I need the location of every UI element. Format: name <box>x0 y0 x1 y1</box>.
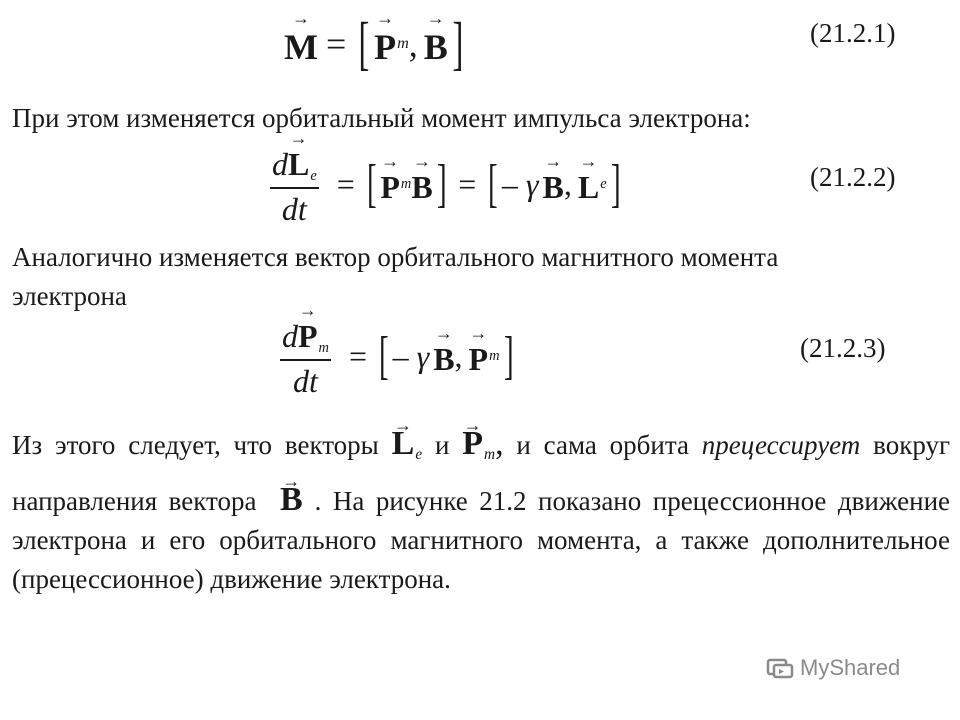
equals-sign: = <box>348 337 367 374</box>
vector-P: → P <box>374 20 396 68</box>
myshared-logo-icon <box>766 656 794 680</box>
italic-term: прецессирует <box>701 430 861 460</box>
left-bracket-2: [ <box>488 154 498 213</box>
watermark-text: MyShared <box>800 655 901 680</box>
vector-B: → B <box>424 20 448 68</box>
fraction-numerator: $d\to P_m$ <box>280 312 331 361</box>
vector-B-2: → B <box>543 163 564 206</box>
right-bracket-2: ] <box>610 154 621 213</box>
comma: , <box>454 337 463 374</box>
right-bracket: ] <box>503 326 514 385</box>
paragraph-2-line-1: Аналогично изменяется вектор орбитального магнитного момента <box>12 242 779 272</box>
vector-L: → L <box>288 140 309 183</box>
vector-P: → P <box>298 312 318 355</box>
left-bracket: [ <box>366 154 377 213</box>
minus-gamma: – γ <box>501 165 539 202</box>
left-bracket: [ <box>378 326 389 385</box>
comma: , <box>563 165 572 202</box>
equation-number-2: (21.2.2) <box>810 162 896 192</box>
fraction-denominator: dt <box>281 191 307 228</box>
subscript-m: m <box>397 34 409 53</box>
equation-21-2-3: $\frac{d\to P_m}{dt}$ = [ – γ → B , → P m ] <box>280 312 517 400</box>
fraction-denominator: dt <box>293 363 318 400</box>
inline-vector-L: → $L_e$ <box>392 425 422 462</box>
equation-21-2-1 <box>284 10 468 76</box>
paragraph-3: Из этого следует, что векторы → $L_e$ $и \to P_m$, и сама орбита прецессирует вокруг направления вектора → B . На рисунке 21.2 показано прецессионное движение электрона и его орбитального магнитного момента, а также дополнительное (прецессионное) движение электрона. <box>12 418 950 599</box>
inline-vector-B: → B <box>280 481 303 518</box>
right-bracket: ] <box>436 154 447 213</box>
vector-L-2: → L <box>578 163 599 206</box>
equation-number-1: (21.2.1) <box>810 18 896 48</box>
vector-P: → P <box>380 163 400 206</box>
right-bracket: ] <box>452 10 464 76</box>
vector-B: → B <box>411 163 432 206</box>
equals-sign: = <box>336 165 355 202</box>
equation-21-2-2: $\frac{d\to L_e}{dt}$ = [ → P m → B ] = [ – γ → B , → L e ] <box>270 140 624 228</box>
watermark <box>766 655 900 681</box>
comma: , <box>408 23 418 64</box>
vector-M: → M <box>284 20 318 68</box>
equals-sign: = <box>325 23 347 64</box>
minus-gamma: – γ <box>392 337 430 374</box>
fraction <box>270 140 319 228</box>
fraction <box>280 312 331 400</box>
vector-P-2: → P <box>469 335 489 378</box>
paragraph-1: При этом изменяется орбитальный момент импульса электрона: <box>12 103 751 133</box>
left-bracket: [ <box>358 10 370 76</box>
inline-vector-P: → $P_m$, <box>462 425 503 462</box>
equals-sign-2: = <box>458 165 477 202</box>
vector-B: → B <box>433 335 454 378</box>
fraction-numerator: $d\to L_e$ <box>270 140 319 189</box>
equation-number-3: (21.2.3) <box>800 333 886 363</box>
paragraph-2-line-2: электрона <box>12 281 127 311</box>
